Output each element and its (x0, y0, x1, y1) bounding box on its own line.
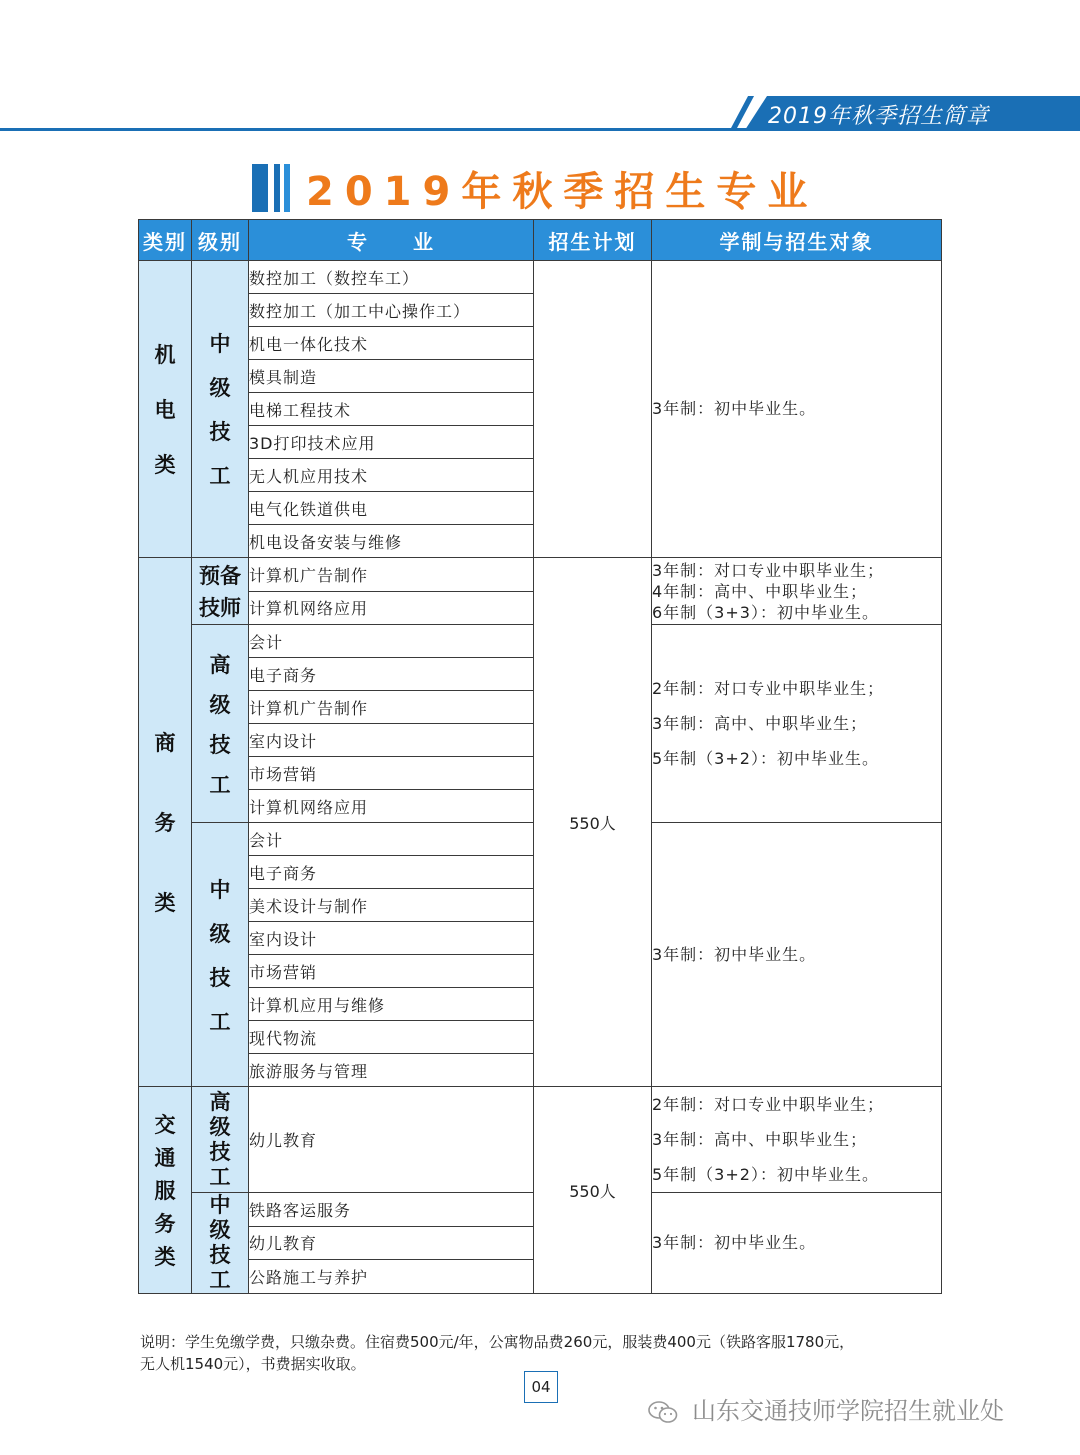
vertical-char: 服 (154, 1179, 176, 1203)
requirement-cell (652, 1087, 942, 1193)
major-cell: 现代物流 (249, 1021, 534, 1054)
vertical-char: 技 (209, 420, 231, 444)
major-cell: 室内设计 (249, 724, 534, 757)
column-header: 级别 (192, 220, 249, 261)
requirement-line: 2年制：对口专业中职毕业生； (652, 1095, 885, 1114)
category-cell (139, 1087, 192, 1294)
vertical-char: 高 (209, 652, 231, 677)
vertical-char: 级 (209, 1218, 231, 1242)
major-cell: 会计 (249, 625, 534, 658)
note-line: 说明：学生免缴学费，只缴杂费。住宿费500元/年，公寓物品费260元，服装费400元（铁路客服1780元， (140, 1333, 855, 1351)
vertical-char: 工 (209, 1268, 231, 1292)
major-cell: 数控加工（加工中心操作工） (249, 294, 534, 327)
major-cell: 机电设备安装与维修 (249, 525, 534, 558)
watermark (648, 1391, 1004, 1426)
level-cell (192, 625, 249, 823)
level-cell (192, 823, 249, 1087)
vertical-char: 类 (154, 453, 176, 477)
major-cell: 数控加工（数控车工） (249, 261, 534, 294)
enrollment-table (138, 219, 942, 1294)
major-cell: 公路施工与养护 (249, 1260, 534, 1294)
major-cell: 计算机网络应用 (249, 790, 534, 823)
major-cell: 计算机网络应用 (249, 591, 534, 625)
major-cell: 电子商务 (249, 856, 534, 889)
requirement-line: 3年制：初中毕业生。 (652, 399, 817, 418)
requirement-line: 2年制：对口专业中职毕业生； (652, 679, 885, 698)
vertical-char: 工 (209, 464, 231, 488)
vertical-char: 商 (154, 731, 176, 755)
column-header: 学制与招生对象 (652, 220, 942, 261)
vertical-char: 类 (154, 891, 176, 915)
major-cell: 旅游服务与管理 (249, 1054, 534, 1087)
column-header: 专 业 (249, 220, 534, 261)
header-title: 2019年秋季招生简章 (768, 104, 989, 129)
requirement-line: 5年制（3+2）：初中毕业生。 (652, 1165, 879, 1184)
vertical-char: 工 (209, 772, 231, 797)
major-cell: 计算机广告制作 (249, 691, 534, 724)
plan-cell: 550人 (534, 1087, 652, 1294)
note (140, 1331, 950, 1375)
vertical-char: 级 (209, 1114, 231, 1139)
requirement-cell (652, 261, 942, 558)
vertical-char: 机 (154, 343, 176, 367)
major-cell: 计算机应用与维修 (249, 988, 534, 1021)
requirement-line: 3年制：初中毕业生。 (652, 1233, 817, 1252)
major-cell: 市场营销 (249, 757, 534, 790)
level-cell (192, 558, 249, 625)
column-header: 招生计划 (534, 220, 652, 261)
requirement-line: 4年制：高中、中职毕业生； (652, 581, 868, 601)
major-cell: 美术设计与制作 (249, 889, 534, 922)
vertical-char: 预备 (199, 564, 241, 588)
major-cell: 幼儿教育 (249, 1226, 534, 1260)
major-cell: 铁路客运服务 (249, 1193, 534, 1227)
requirement-cell (652, 625, 942, 823)
major-cell: 电气化铁道供电 (249, 492, 534, 525)
major-cell: 计算机广告制作 (249, 558, 534, 592)
requirement-line: 3年制：初中毕业生。 (652, 944, 817, 964)
major-cell: 机电一体化技术 (249, 327, 534, 360)
requirement-line: 3年制：对口专业中职毕业生； (652, 560, 885, 580)
plan-cell-empty (534, 261, 652, 558)
requirement-line: 3年制：高中、中职毕业生； (652, 1130, 868, 1149)
requirement-line: 5年制（3+2）：初中毕业生。 (652, 749, 879, 768)
vertical-char: 类 (154, 1245, 176, 1269)
major-cell: 室内设计 (249, 922, 534, 955)
vertical-char: 中 (209, 332, 231, 356)
level-cell (192, 1193, 249, 1294)
vertical-char: 高 (209, 1089, 231, 1114)
vertical-char: 电 (154, 398, 176, 422)
category-cell (139, 261, 192, 558)
requirement-line: 6年制（3+3）：初中毕业生。 (652, 602, 879, 622)
major-cell: 电子商务 (249, 658, 534, 691)
vertical-char: 技 (209, 965, 231, 990)
vertical-char: 级 (209, 376, 231, 400)
level-cell (192, 261, 249, 558)
requirement-cell (652, 558, 942, 625)
requirement-cell (652, 823, 942, 1087)
requirement-cell (652, 1193, 942, 1294)
note-line: 无人机1540元），书费据实收取。 (140, 1355, 366, 1373)
vertical-char: 中 (209, 877, 231, 902)
page-title: 2019年秋季招生专业 (306, 169, 819, 215)
major-cell: 幼儿教育 (249, 1087, 534, 1193)
major-cell: 无人机应用技术 (249, 459, 534, 492)
vertical-char: 务 (154, 1212, 176, 1236)
vertical-char: 工 (209, 1009, 231, 1034)
level-cell (192, 1087, 249, 1193)
major-cell: 会计 (249, 823, 534, 856)
vertical-char: 工 (209, 1164, 231, 1189)
plan-cell: 550人 (534, 558, 652, 1087)
major-cell: 3D打印技术应用 (249, 426, 534, 459)
vertical-char: 交 (154, 1113, 176, 1137)
category-cell (139, 558, 192, 1087)
vertical-char: 务 (154, 811, 176, 835)
watermark-text: 山东交通技师学院招生就业处 (692, 1397, 1004, 1425)
vertical-char: 通 (154, 1146, 176, 1170)
major-cell: 电梯工程技术 (249, 393, 534, 426)
vertical-char: 中 (209, 1193, 231, 1217)
vertical-char: 技 (209, 732, 231, 757)
page-number: 04 (524, 1371, 558, 1403)
vertical-char: 技师 (199, 596, 241, 620)
vertical-char: 技 (209, 1243, 231, 1267)
vertical-char: 级 (209, 921, 231, 946)
major-cell: 模具制造 (249, 360, 534, 393)
vertical-char: 级 (209, 692, 231, 717)
major-cell: 市场营销 (249, 955, 534, 988)
column-header: 类别 (139, 220, 192, 261)
wechat-icon (648, 1400, 678, 1424)
vertical-char: 技 (209, 1139, 231, 1164)
requirement-line: 3年制：高中、中职毕业生； (652, 714, 868, 733)
